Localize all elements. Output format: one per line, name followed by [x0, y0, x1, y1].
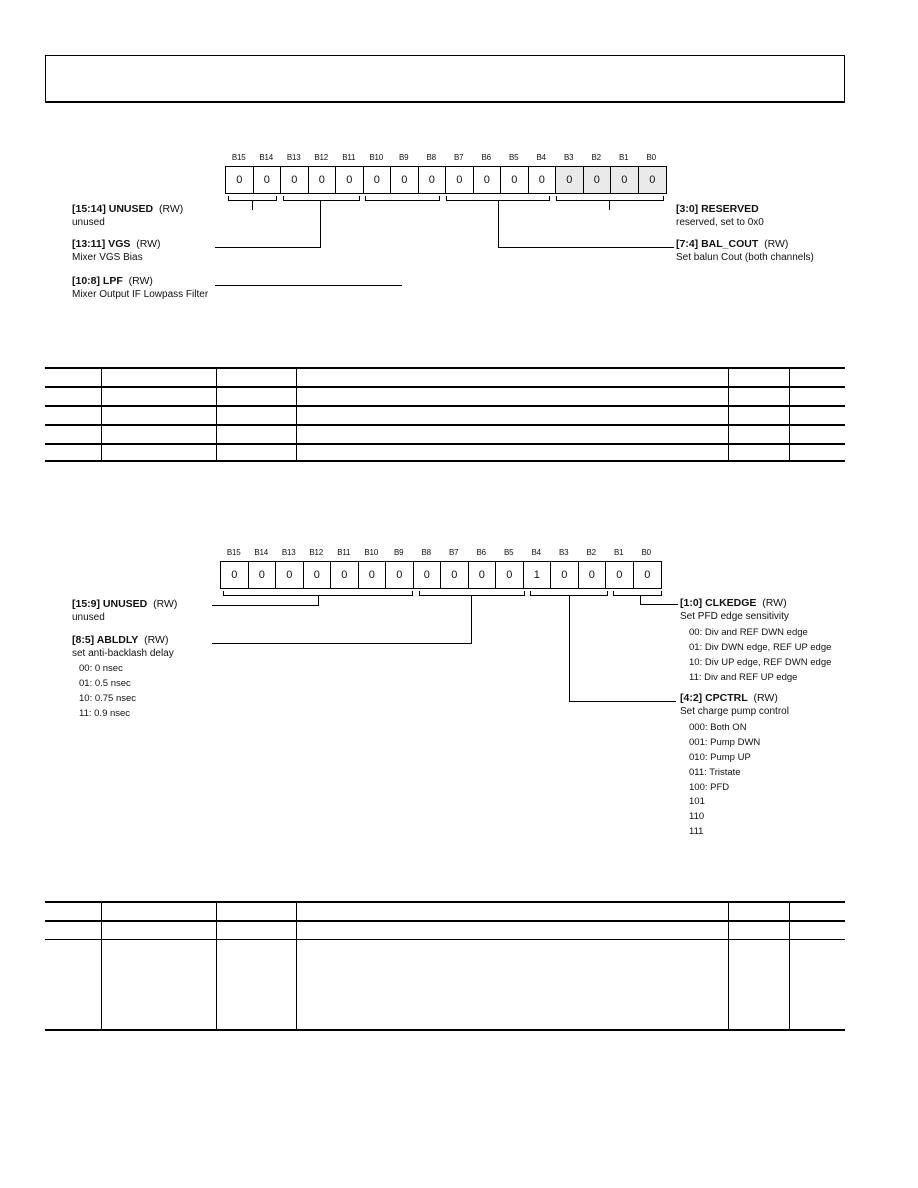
bit-label: B8	[421, 548, 431, 557]
bit-label: B1	[619, 153, 629, 162]
bit-label: B15	[226, 548, 241, 557]
bit-cell: 0	[551, 562, 579, 588]
field-cpctrl-desc: Set charge pump control	[680, 706, 789, 717]
bit-label: B11	[342, 153, 356, 162]
bit-cell: 1	[524, 562, 552, 588]
cpctrl-option: 001: Pump DWN	[689, 737, 761, 748]
bit-cell: 0	[501, 167, 529, 193]
clkedge-option: 00: Div and REF DWN edge	[689, 627, 808, 638]
table-row	[45, 386, 845, 405]
field-abldly-desc: set anti-backlash delay	[72, 648, 174, 659]
field-bal-cout-desc: Set balun Cout (both channels)	[676, 252, 814, 263]
bit-cell: 0	[639, 167, 667, 193]
abldly-option: 10: 0.75 nsec	[79, 693, 137, 704]
bit-label: B14	[254, 548, 269, 557]
bit-label: B2	[591, 153, 601, 162]
bit-label: B12	[309, 548, 324, 557]
bit-cell: 0	[606, 562, 634, 588]
bit-label: B0	[641, 548, 651, 557]
bit-label: B9	[394, 548, 404, 557]
bit-cell: 0	[474, 167, 502, 193]
table-row	[45, 920, 845, 939]
bit-label: B11	[337, 548, 351, 557]
clkedge-option: 01: Div DWN edge, REF UP edge	[689, 642, 832, 653]
cpctrl-option: 011: Tristate	[689, 767, 741, 778]
bit-label: B10	[369, 153, 384, 162]
bit-cell: 0	[391, 167, 419, 193]
bit-cell: 0	[579, 562, 607, 588]
bit-label: B14	[259, 153, 274, 162]
cpctrl-option: 000: Both ON	[689, 722, 747, 733]
bit-cell: 0	[249, 562, 277, 588]
field-unused-title: [15:14] UNUSED (RW)	[72, 203, 184, 215]
field-clkedge-title: [1:0] CLKEDGE (RW)	[680, 597, 787, 609]
bit-cell: 0	[364, 167, 392, 193]
bit-label: B2	[586, 548, 596, 557]
bit-cell: 0	[276, 562, 304, 588]
bit-cell: 0	[441, 562, 469, 588]
bit-label: B3	[559, 548, 569, 557]
bit-cell: 0	[611, 167, 639, 193]
field-unused-desc: unused	[72, 612, 105, 623]
bit-cell: 0	[336, 167, 364, 193]
field-unused-title: [15:9] UNUSED (RW)	[72, 598, 178, 610]
bit-cell: 0	[414, 562, 442, 588]
table-row	[45, 424, 845, 443]
field-reserved-desc: reserved, set to 0x0	[676, 217, 764, 228]
bit-cell: 0	[584, 167, 612, 193]
abldly-option: 00: 0 nsec	[79, 663, 123, 674]
cpctrl-option: 110	[689, 811, 705, 822]
field-vgs-desc: Mixer VGS Bias	[72, 252, 143, 263]
bit-label: B8	[426, 153, 436, 162]
clkedge-option: 11: Div and REF UP edge	[689, 672, 798, 683]
bit-label: B0	[646, 153, 656, 162]
bit-cell: 0	[469, 562, 497, 588]
bit-cell: 0	[254, 167, 282, 193]
bit-label: B7	[454, 153, 464, 162]
bit-label: B9	[399, 153, 409, 162]
abldly-option: 01: 0.5 nsec	[79, 678, 131, 689]
field-clkedge-desc: Set PFD edge sensitivity	[680, 611, 789, 622]
bit-label: B5	[509, 153, 519, 162]
bit-label: B12	[314, 153, 329, 162]
bit-cell: 0	[446, 167, 474, 193]
register-2-table	[45, 901, 845, 1031]
bit-cell: 0	[556, 167, 584, 193]
field-lpf-desc: Mixer Output IF Lowpass Filter	[72, 289, 209, 300]
field-abldly-title: [8:5] ABLDLY (RW)	[72, 634, 169, 646]
cpctrl-option: 010: Pump UP	[689, 752, 751, 763]
cpctrl-option: 111	[689, 826, 704, 837]
bit-label: B6	[481, 153, 491, 162]
bit-label: B5	[504, 548, 514, 557]
field-cpctrl-title: [4:2] CPCTRL (RW)	[680, 692, 778, 704]
field-reserved-title: [3:0] RESERVED	[676, 203, 759, 215]
cpctrl-option: 100: PFD	[689, 782, 730, 793]
field-vgs-title: [13:11] VGS (RW)	[72, 238, 161, 250]
bit-label: B7	[449, 548, 459, 557]
table-row	[45, 405, 845, 424]
bit-label: B1	[614, 548, 624, 557]
bit-label: B4	[531, 548, 541, 557]
bit-cell: 0	[386, 562, 414, 588]
table-header-row	[45, 901, 845, 920]
table-row	[45, 443, 845, 462]
bit-cell: 0	[529, 167, 557, 193]
bit-label: B6	[476, 548, 486, 557]
register-1-table	[45, 367, 845, 462]
bit-label: B4	[536, 153, 546, 162]
abldly-option: 11: 0.9 nsec	[79, 708, 131, 719]
register-2-bit-labels	[220, 548, 660, 557]
table-header-row	[45, 367, 845, 386]
clkedge-option: 10: Div UP edge, REF DWN edge	[689, 657, 832, 668]
bit-cell: 0	[309, 167, 337, 193]
bit-label: B10	[364, 548, 379, 557]
page-header-frame	[45, 55, 845, 103]
table-row	[45, 939, 845, 1031]
bit-cell: 0	[496, 562, 524, 588]
bit-label: B13	[286, 153, 301, 162]
cpctrl-option: 101	[689, 796, 705, 807]
bit-cell: 0	[281, 167, 309, 193]
bit-cell: 0	[221, 562, 249, 588]
field-unused-desc: unused	[72, 217, 105, 228]
bit-cell: 0	[419, 167, 447, 193]
register-1-bit-labels	[225, 153, 665, 162]
bit-cell: 0	[304, 562, 332, 588]
field-bal-cout-title: [7:4] BAL_COUT (RW)	[676, 238, 789, 250]
bit-cell: 0	[331, 562, 359, 588]
bit-cell: 0	[226, 167, 254, 193]
field-lpf-title: [10:8] LPF (RW)	[72, 275, 153, 287]
bit-label: B13	[281, 548, 296, 557]
bit-label: B3	[564, 153, 574, 162]
bit-label: B15	[231, 153, 246, 162]
bit-cell: 0	[644, 569, 651, 581]
register-1-bit-row	[225, 166, 667, 194]
bit-cell: 0	[359, 562, 387, 588]
register-2-bit-row	[220, 561, 662, 589]
